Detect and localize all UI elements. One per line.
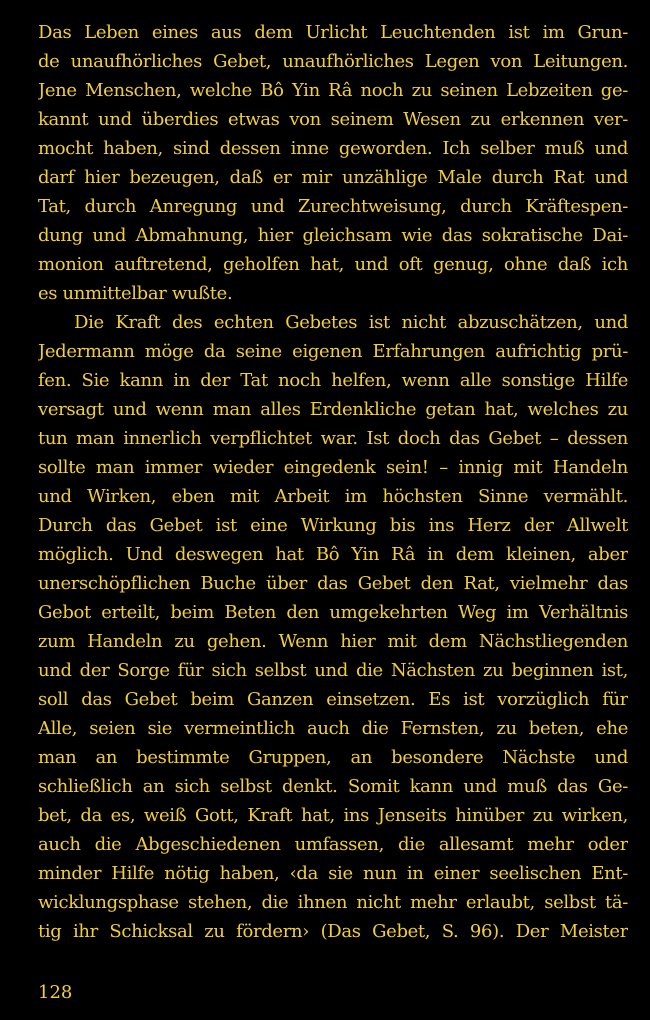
text-line: de unaufhörliches Gebet, unaufhörliches Legen von Leitungen. [38,51,628,72]
text-line: bet, da es, weiß Gott, Kraft hat, ins Jenseits hinüber zu wirken, [38,805,628,826]
text-line: soll das Gebet beim Ganzen einsetzen. Es ist vorzüglich für [38,689,628,710]
text-line: monion auftretend, geholfen hat, und oft genug, ohne daß ich [38,254,628,275]
text-line: man an bestimmte Gruppen, an besondere Nächste und [38,747,628,768]
text-line: Jene Menschen, welche Bô Yin Râ noch zu seinen Lebzeiten ge- [38,80,628,101]
text-line: sollte man immer wieder eingedenk sein! – innig mit Handeln [38,457,628,478]
text-line: und der Sorge für sich selbst und die Nächsten zu beginnen ist, [38,660,628,681]
text-line: tig ihr Schicksal zu fördern› (Das Gebet, S. 96). Der Meister [38,921,628,942]
text-line: mocht haben, sind dessen inne geworden. Ich selber muß und [38,138,628,159]
text-line: Jedermann möge da seine eigenen Erfahrungen aufrichtig prü- [38,341,628,362]
page-number: 128 [38,982,73,1003]
text-line: Alle, seien sie vermeintlich auch die Fernsten, zu beten, ehe [38,718,628,739]
text-line: tun man innerlich verpflichtet war. Ist doch das Gebet – dessen [38,428,628,449]
text-line: fen. Sie kann in der Tat noch helfen, wenn alle sonstige Hilfe [38,370,628,391]
text-line: wicklungsphase stehen, die ihnen nicht mehr erlaubt, selbst tä- [38,892,628,913]
text-line: schließlich an sich selbst denkt. Somit kann und muß das Ge- [38,776,628,797]
text-line: und Wirken, eben mit Arbeit im höchsten Sinne vermählt. [38,486,628,507]
text-line: Tat, durch Anregung und Zurechtweisung, durch Kräftespen- [38,196,628,217]
text-line: minder Hilfe nötig haben, ‹da sie nun in einer seelischen Ent- [38,863,628,884]
text-line: unerschöpflichen Buche über das Gebet den Rat, vielmehr das [38,573,628,594]
text-line: Gebot erteilt, beim Beten den umgekehrten Weg im Verhältnis [38,602,628,623]
text-line: kannt und überdies etwas von seinem Wesen zu erkennen ver- [38,109,628,130]
text-line: Das Leben eines aus dem Urlicht Leuchtenden ist im Grun- [38,22,628,43]
text-line: auch die Abgeschiedenen umfassen, die allesamt mehr oder [38,834,628,855]
text-line: dung und Abmahnung, hier gleichsam wie das sokratische Dai- [38,225,628,246]
text-line: Die Kraft des echten Gebetes ist nicht abzuschätzen, und [74,312,628,333]
text-line: es unmittelbar wußte. [38,283,233,304]
body-text [38,18,628,946]
text-line: darf hier bezeugen, daß er mir unzählige Male durch Rat und [38,167,628,188]
text-line: zum Handeln zu gehen. Wenn hier mit dem Nächstliegenden [38,631,628,652]
text-line: möglich. Und deswegen hat Bô Yin Râ in dem kleinen, aber [38,544,628,565]
text-line: versagt und wenn man alles Erdenkliche getan hat, welches zu [38,399,628,420]
text-line: Durch das Gebet ist eine Wirkung bis ins Herz der Allwelt [38,515,628,536]
